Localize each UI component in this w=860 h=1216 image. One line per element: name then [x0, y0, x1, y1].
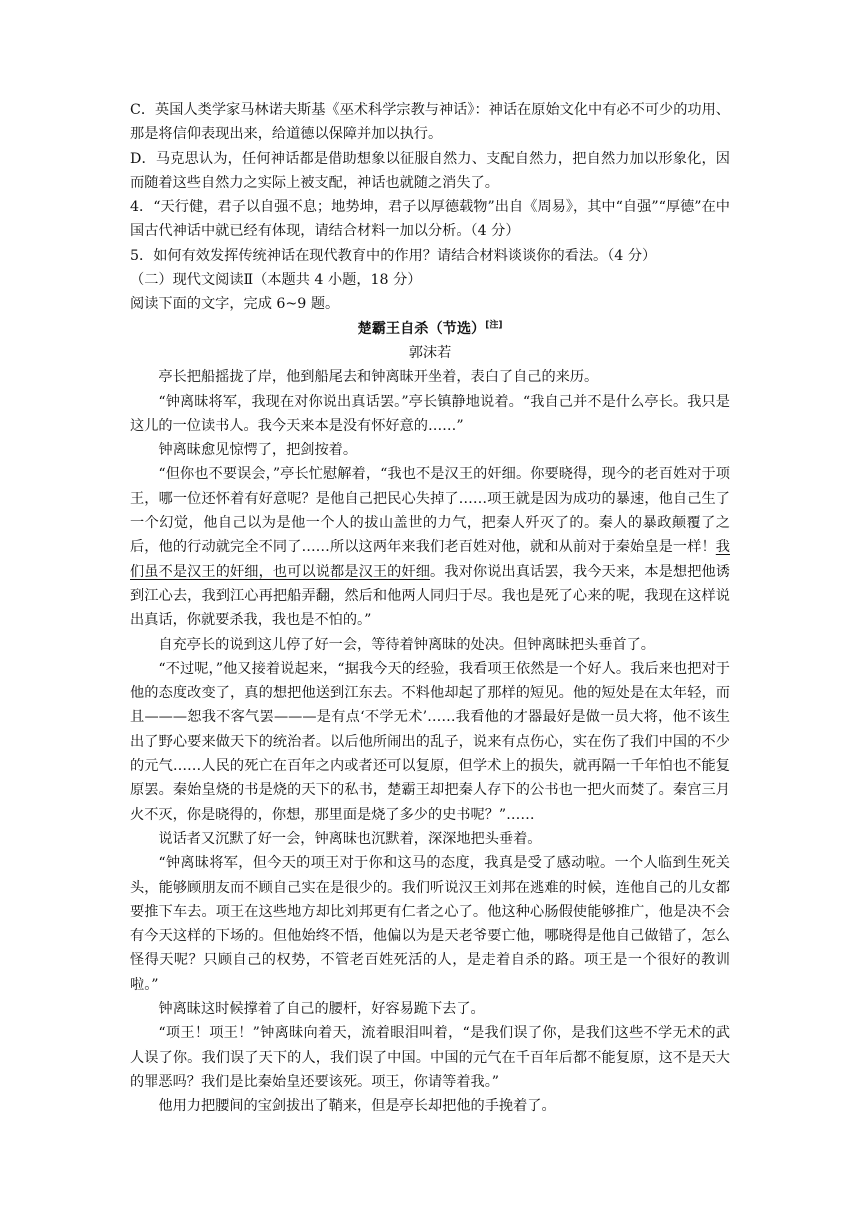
- paragraph-8: “钟离昧将军，但今天的项王对于你和这马的态度，我真是受了感动啦。一个人临到生死关头，能够顾朋友而不顾自己实在是很少的。我们听说汉王刘邦在逃难的时候，连他自己的儿女都要推下车去。项王在这些地方却比刘邦更有仁者之心了。他这种心肠假使能够推广，他是决不会有今天这样的下场的。但他始终不悟，他偏以为是天老爷要亡他，哪晓得是他自己做错了，怎么怪得天呢？只顾自己的权势，不管老百姓死活的人，是走着自杀的路。项王是一个很好的教训啦。”: [130, 855, 730, 993]
- underlined-sentence: 我们虽不是汉王的奸细，也可以说都是汉王的奸细: [130, 539, 730, 580]
- paragraph-2: “钟离昧将军，我现在对你说出真话罢。”亭长镇静地说着。“我自己并不是什么亭长。我只是这儿的一位读书人。我今天来本是没有怀好意的……”: [130, 393, 730, 434]
- paragraph-3: 钟离昧愈见惊愕了，把剑按着。: [158, 442, 358, 459]
- paragraph-10: “项王！项王！”钟离昧向着天，流着眼泪叫着，“是我们误了你，是我们这些不学无术的武人误了你。我们误了天下的人，我们误了中国。中国的元气在千百年后都不能复原，这不是天大的罪恶吗？我们是比秦始皇还要该死。项王，你请等着我。”: [130, 1025, 730, 1090]
- article-title: [130, 317, 730, 341]
- question-4: 4．“天行健，君子以自强不息；地势坤，君子以厚德载物”出自《周易》，其中“自强”“厚德”在中国古代神话中就已经有体现，请结合材料一加以分析。（4 分）: [130, 199, 730, 240]
- article-author: 郭沫若: [408, 344, 452, 361]
- paragraph-9: 钟离昧这时候撑着了自己的腰杆，好容易跪下去了。: [158, 1000, 485, 1017]
- option-c: C．英国人类学家马林诺夫斯基《巫术科学宗教与神话》：神话在原始文化中有必不可少的功用、那是将信仰表现出来，给道德以保障并加以执行。: [130, 102, 730, 143]
- section-instruction: 阅读下面的文字，完成 6~9 题。: [130, 296, 340, 313]
- paragraph-11: 他用力把腰间的宝剑拔出了鞘来，但是亭长却把他的手挽着了。: [158, 1098, 556, 1115]
- paragraph-5: 自充亭长的说到这儿停了好一会，等待着钟离昧的处决。但钟离昧把头垂首了。: [158, 636, 655, 653]
- document-page: [130, 98, 730, 1118]
- question-5: 5．如何有效发挥传统神话在现代教育中的作用？请结合材料谈谈你的看法。（4 分）: [130, 247, 657, 264]
- paragraph-7: 说话者又沉默了好一会，钟离昧也沉默着，深深地把头垂着。: [158, 830, 542, 847]
- paragraph-4: [130, 462, 730, 632]
- paragraph-6: “不过呢，”他又接着说起来，“据我今天的经验，我看项王依然是一个好人。我后来也把对于他的态度改变了，真的想把他送到江东去。不料他却起了那样的短见。他的短处是在太年轻，而且———恕我不客气罢———是有点‘不学无术’……我看他的才器最好是做一员大将，他不该生出了野心要来做天下的统治者。以后他所闹出的乱子，说来有点伤心，实在伤了我们中国的不少的元气……人民的死亡在百年之内或者还可以复原，但学术上的损失，就再隔一千年怕也不能复原罢。秦始皇烧的书是烧的天下的私书，楚霸王却把秦人存下的公书也一把火而焚了。秦宫三月火不灭，你是晓得的，你想，那里面是烧了多少的史书呢？”……: [130, 660, 730, 823]
- paragraph-4-part-a: “但你也不要误会，”亭长忙慰解着，“我也不是汉王的奸细。你要晓得，现今的老百姓对于项王，哪一位还怀着有好意呢？是他自己把民心失掉了……项王就是因为成功的暴速，他自己生了一个幻觉，他自己以为是他一个人的拔山盖世的力气，把秦人歼灭了的。秦人的暴政颠覆了之后，他的行动就完全不同了……所以这两年来我们老百姓对他，就和从前对于秦始皇是一样！: [130, 466, 730, 556]
- paragraph-1: 亭长把船摇拢了岸，他到船尾去和钟离昧开坐着，表白了自己的来历。: [158, 369, 599, 386]
- section-heading: （二）现代文阅读Ⅱ（本题共 4 小题，18 分）: [130, 272, 422, 289]
- article-title-text: 楚霸王自杀（节选）: [357, 320, 486, 337]
- paragraph-4-part-b: 。我对你说出真话罢，我今天来，本是想把他诱到江心去，我到江心再把船弄翻，然后和他两人同归于尽。我也是死了心来的呢，我现在这样说出真话，你就要杀我，我也是不怕的。”: [130, 563, 730, 629]
- option-d: D．马克思认为，任何神话都是借助想象以征服自然力、支配自然力，把自然力加以形象化，因而随着这些自然力之实际上被支配，神话也就随之消失了。: [130, 150, 730, 191]
- title-footnote-mark: [注]: [485, 319, 503, 330]
